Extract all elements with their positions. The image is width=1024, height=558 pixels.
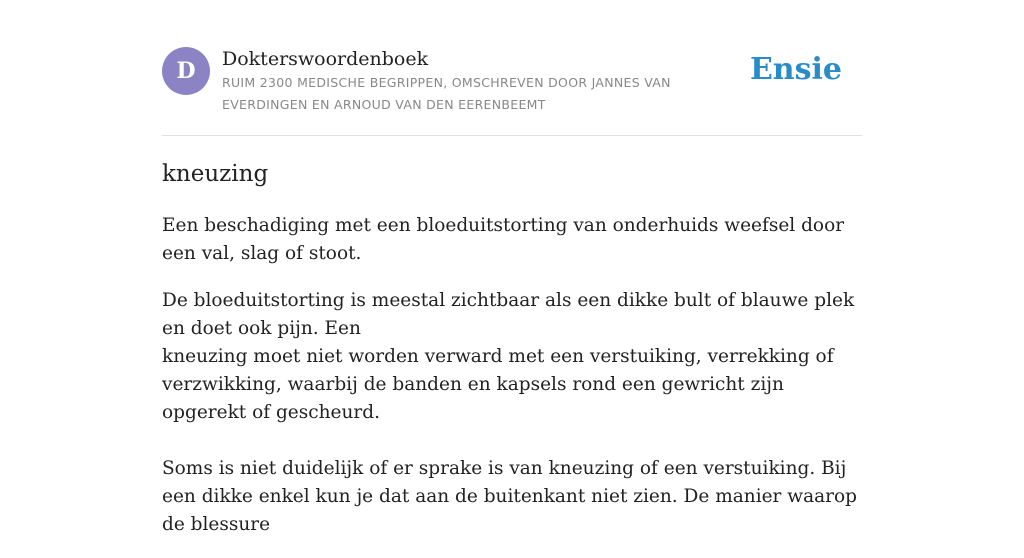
source-title[interactable]: Dokterswoordenboek [222,48,429,70]
entry-definition: Een beschadiging met een bloeduitstorting van onderhuids weefsel door een val, slag of stoot. [162,215,845,264]
source-subtitle: RUIM 2300 MEDISCHE BEGRIPPEN, OMSCHREVEN DOOR JANNES VAN EVERDINGEN EN ARNOUD VAN DEN EERENBEEMT [222,75,671,112]
entry-paragraph-1-line-1: De bloeduitstorting is meestal zichtbaar als een dikke bult of blauwe plek en doet ook pijn. Een [162,290,855,339]
source-header [162,47,862,117]
paragraph-gap [162,427,862,455]
ensie-logo[interactable]: Ensie [749,52,842,87]
entry-term: kneuzing [162,161,269,187]
header-divider [162,135,862,136]
entry-paragraph-2: Soms is niet duidelijk of er sprake is van kneuzing of een verstuiking. Bij een dikke enkel kun je dat aan de buitenkant niet zien. De manier waarop de blessure [162,458,857,535]
entry-paragraph-1 [162,287,862,427]
entry-paragraph-1-line-2: kneuzing moet niet worden verward met een verstuiking, verrekking of verzwikking, waarbij de banden en kapsels rond een gewricht zijn opgerekt of gescheurd. [162,346,834,423]
entry-content [162,212,862,558]
source-avatar[interactable]: D [162,47,210,95]
